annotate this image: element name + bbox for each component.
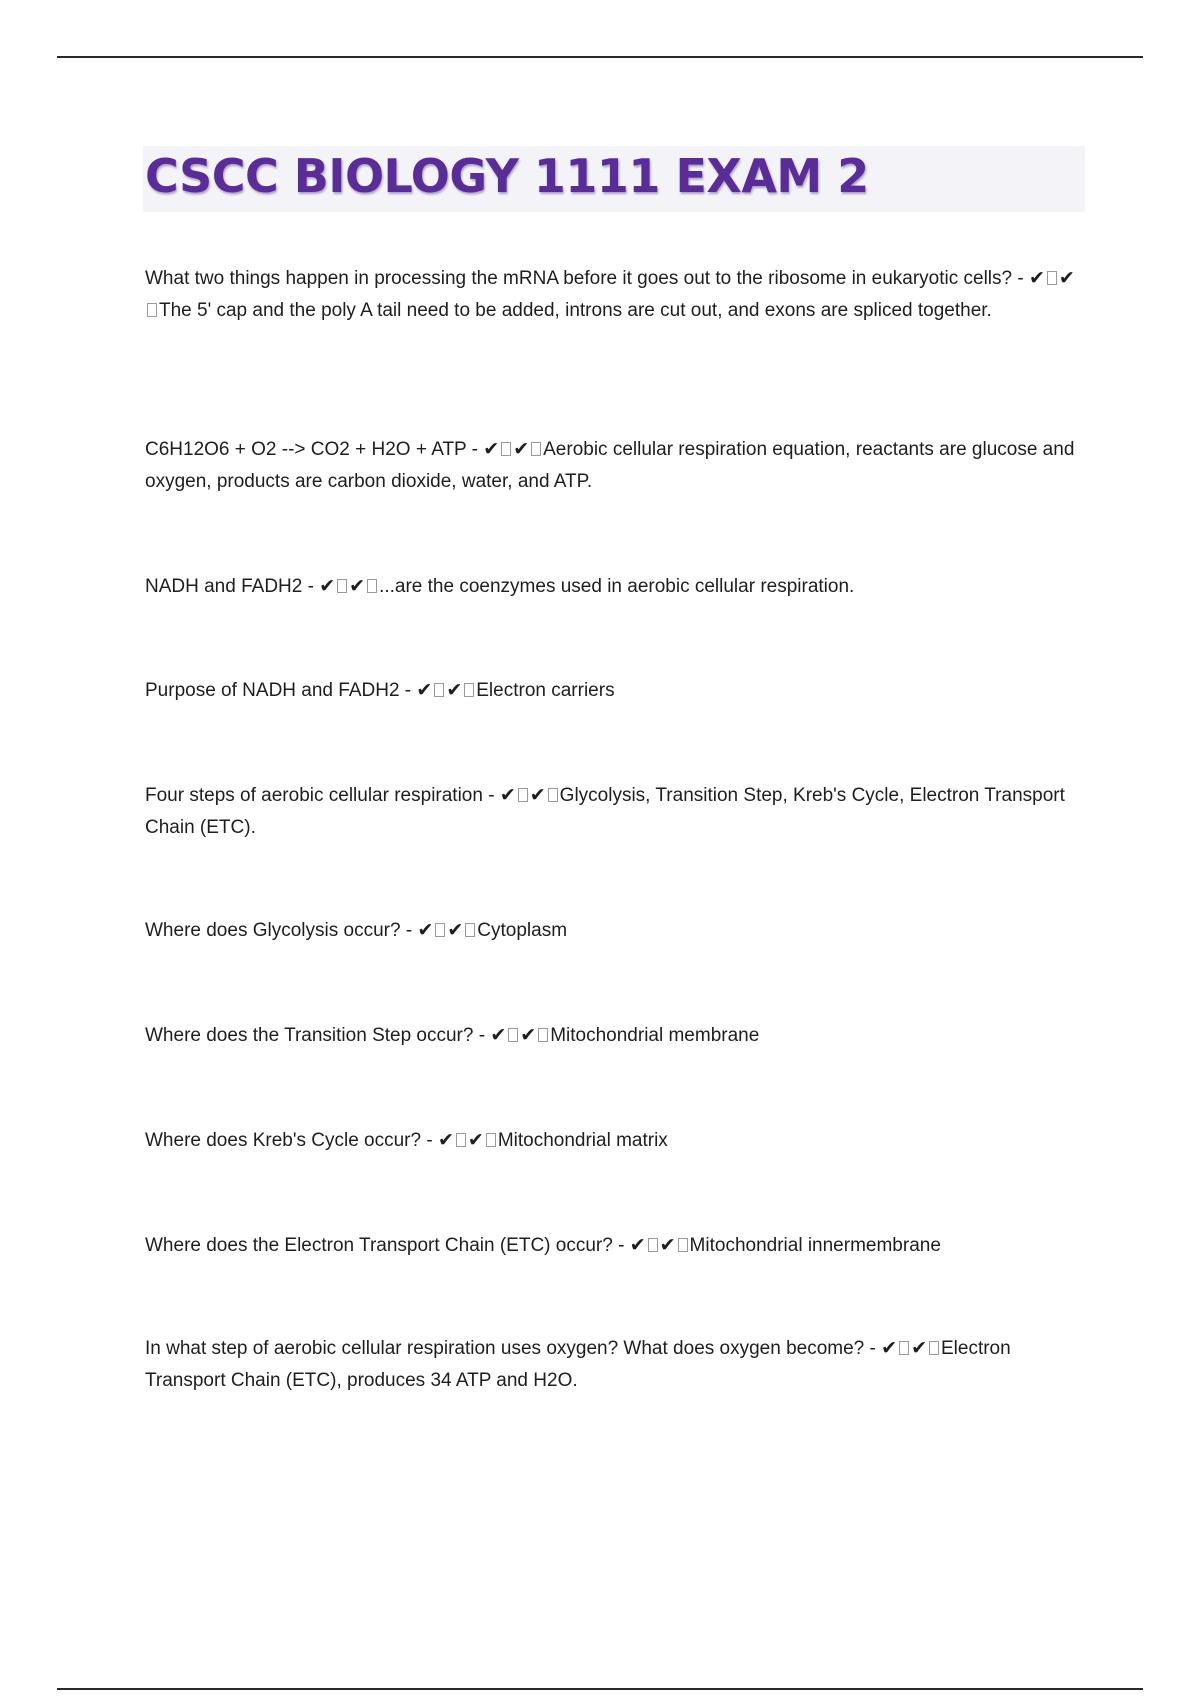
qa-item xyxy=(145,433,1085,498)
check-icon: ✔ xyxy=(529,784,546,806)
separator: - xyxy=(612,1235,630,1256)
question-text: Where does the Electron Transport Chain (ETC) occur? xyxy=(145,1235,613,1256)
answer-text: The 5' cap and the poly A tail need to be added, introns are cut out, and exons are spliced together. xyxy=(159,300,992,321)
check-icon: ✔ xyxy=(881,1337,898,1359)
check-icon: ✔ xyxy=(416,679,433,701)
check-icon: ✔ xyxy=(911,1337,927,1359)
missing-glyph-box xyxy=(456,1133,466,1147)
missing-glyph-box xyxy=(367,579,377,593)
separator: - xyxy=(400,920,418,941)
document-title: CSCC BIOLOGY 1111 EXAM 2 xyxy=(145,149,869,203)
check-icon: ✔ xyxy=(349,575,366,597)
missing-glyph-box xyxy=(929,1341,939,1355)
missing-glyph-box xyxy=(648,1238,658,1252)
answer-text: Aerobic cellular respiration equation, reactants are glucose and oxygen, products are carbon dioxide, water, and ATP. xyxy=(145,439,1075,492)
separator: - xyxy=(473,1025,491,1046)
missing-glyph-box xyxy=(548,788,558,802)
qa-item xyxy=(145,1332,1085,1397)
missing-glyph-box xyxy=(337,579,347,593)
question-text: NADH and FADH2 xyxy=(145,576,303,597)
missing-glyph-box xyxy=(435,923,445,937)
check-icon: ✔ xyxy=(520,1024,537,1046)
missing-glyph-box xyxy=(1047,271,1057,285)
missing-glyph-box xyxy=(434,683,444,697)
check-icon: ✔ xyxy=(446,679,463,701)
check-icon: ✔ xyxy=(447,919,464,941)
missing-glyph-box xyxy=(501,442,511,456)
check-icon: ✔ xyxy=(659,1234,676,1256)
qa-item xyxy=(145,674,1085,707)
answer-text: Glycolysis, Transition Step, Kreb's Cycle, Electron Transport Chain (ETC). xyxy=(145,785,1065,838)
qa-item xyxy=(145,1229,1085,1262)
missing-glyph-box xyxy=(678,1238,688,1252)
missing-glyph-box xyxy=(518,788,528,802)
separator: - xyxy=(1012,268,1029,289)
qa-item xyxy=(145,779,1085,844)
check-icon: ✔ xyxy=(319,575,336,597)
qa-item xyxy=(145,1019,1085,1052)
check-icon: ✔ xyxy=(1058,267,1075,289)
question-text: What two things happen in processing the mRNA before it goes out to the ribosome in eukaryotic cells? xyxy=(145,268,1013,289)
missing-glyph-box xyxy=(899,1341,909,1355)
separator: - xyxy=(399,680,417,701)
qa-item xyxy=(145,570,1085,603)
bottom-rule xyxy=(57,1688,1143,1690)
question-text: In what step of aerobic cellular respiration uses oxygen? What does oxygen become? xyxy=(145,1338,865,1359)
check-icon: ✔ xyxy=(483,438,500,460)
check-icon: ✔ xyxy=(417,919,434,941)
separator: - xyxy=(302,576,320,597)
question-text: Four steps of aerobic cellular respiration xyxy=(145,785,483,806)
answer-text: Mitochondrial matrix xyxy=(497,1130,668,1151)
check-icon: ✔ xyxy=(499,784,516,806)
qa-item xyxy=(145,262,1085,327)
separator: - xyxy=(864,1338,882,1359)
qa-item xyxy=(145,914,1085,947)
top-rule xyxy=(57,56,1143,58)
answer-text: Cytoplasm xyxy=(477,920,568,941)
check-icon: ✔ xyxy=(1028,267,1045,289)
question-text: Where does Glycolysis occur? xyxy=(145,920,401,941)
answer-text: Mitochondrial innermembrane xyxy=(689,1235,941,1256)
check-icon: ✔ xyxy=(467,1129,484,1151)
check-icon: ✔ xyxy=(513,438,530,460)
missing-glyph-box xyxy=(486,1133,496,1147)
separator: - xyxy=(482,785,500,806)
qa-item xyxy=(145,1124,1085,1157)
missing-glyph-box xyxy=(464,683,474,697)
question-text: Where does Kreb's Cycle occur? xyxy=(145,1130,422,1151)
answer-text: Electron carriers xyxy=(476,680,615,701)
missing-glyph-box xyxy=(531,442,541,456)
check-icon: ✔ xyxy=(437,1129,454,1151)
question-text: C6H12O6 + O2 --> CO2 + H2O + ATP xyxy=(145,439,467,460)
answer-text: Electron Transport Chain (ETC), produces 34 ATP and H2O. xyxy=(145,1338,1011,1391)
missing-glyph-box xyxy=(538,1028,548,1042)
missing-glyph-box xyxy=(147,303,157,317)
answer-text: Mitochondrial membrane xyxy=(550,1025,760,1046)
answer-text: ...are the coenzymes used in aerobic cellular respiration. xyxy=(379,576,855,597)
check-icon: ✔ xyxy=(490,1024,507,1046)
check-icon: ✔ xyxy=(629,1234,646,1256)
missing-glyph-box xyxy=(508,1028,518,1042)
separator: - xyxy=(466,439,484,460)
question-text: Purpose of NADH and FADH2 xyxy=(145,680,400,701)
missing-glyph-box xyxy=(465,923,475,937)
question-text: Where does the Transition Step occur? xyxy=(145,1025,474,1046)
separator: - xyxy=(421,1130,438,1151)
